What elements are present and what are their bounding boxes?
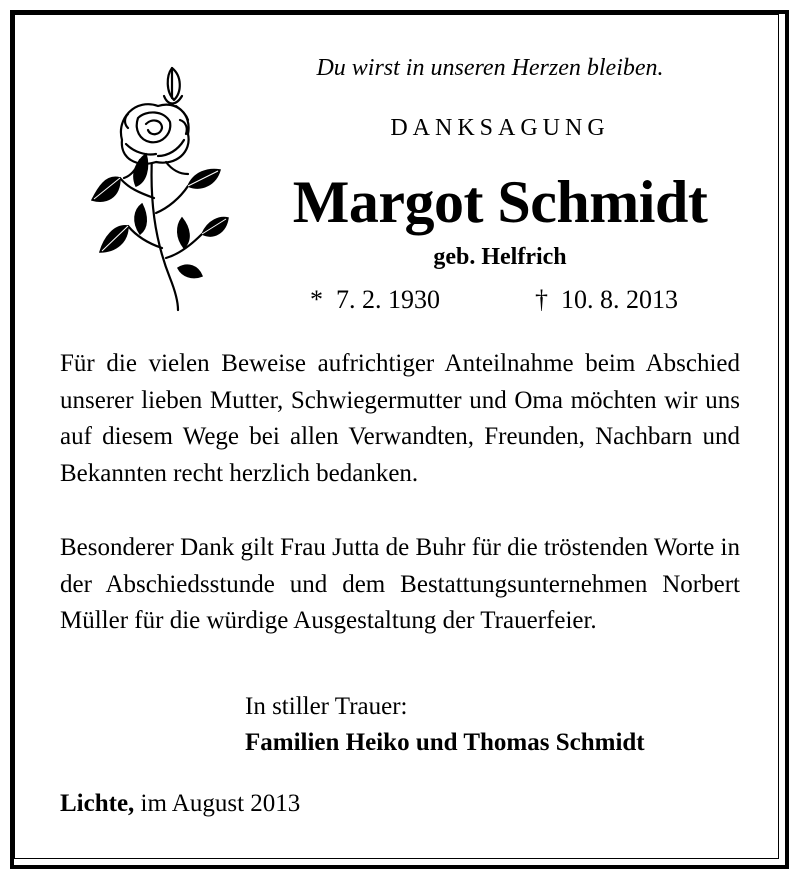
birth-date: * 7. 2. 1930 [310,285,440,314]
place: Lichte, [60,790,135,817]
maiden-name: geb. Helfrich [433,244,567,270]
death-date: † 10. 8. 2013 [535,285,678,314]
thanks-paragraph: Für die vielen Beweise aufrichtiger Anteilnahme beim Abschied unserer lieben Mutter, Schwiegermutter und Oma möchten wir uns auf diesem Wege bei allen Verwandten, Freunden, Nachbarn und Bekannten recht herzlich bedanken. [60,350,740,487]
deceased-name: Margot Schmidt [292,169,708,235]
date-line: im August 2013 [140,790,301,817]
special-thanks-paragraph: Besonderer Dank gilt Frau Jutta de Buhr für die tröstenden Worte in der Abschiedsstunde und dem Bestattungsunternehmen Norbert Müller für die würdige Ausgestaltung der Trauerfeier. [60,534,741,634]
mourning-line: In stiller Trauer: [245,693,408,720]
place-date [60,790,300,818]
rose-icon [80,48,230,318]
motto: Du wirst in unseren Herzen bleiben. [316,55,664,81]
family-signature: Familien Heiko und Thomas Schmidt [245,729,645,756]
heading-danksagung: DANKSAGUNG [390,115,610,141]
